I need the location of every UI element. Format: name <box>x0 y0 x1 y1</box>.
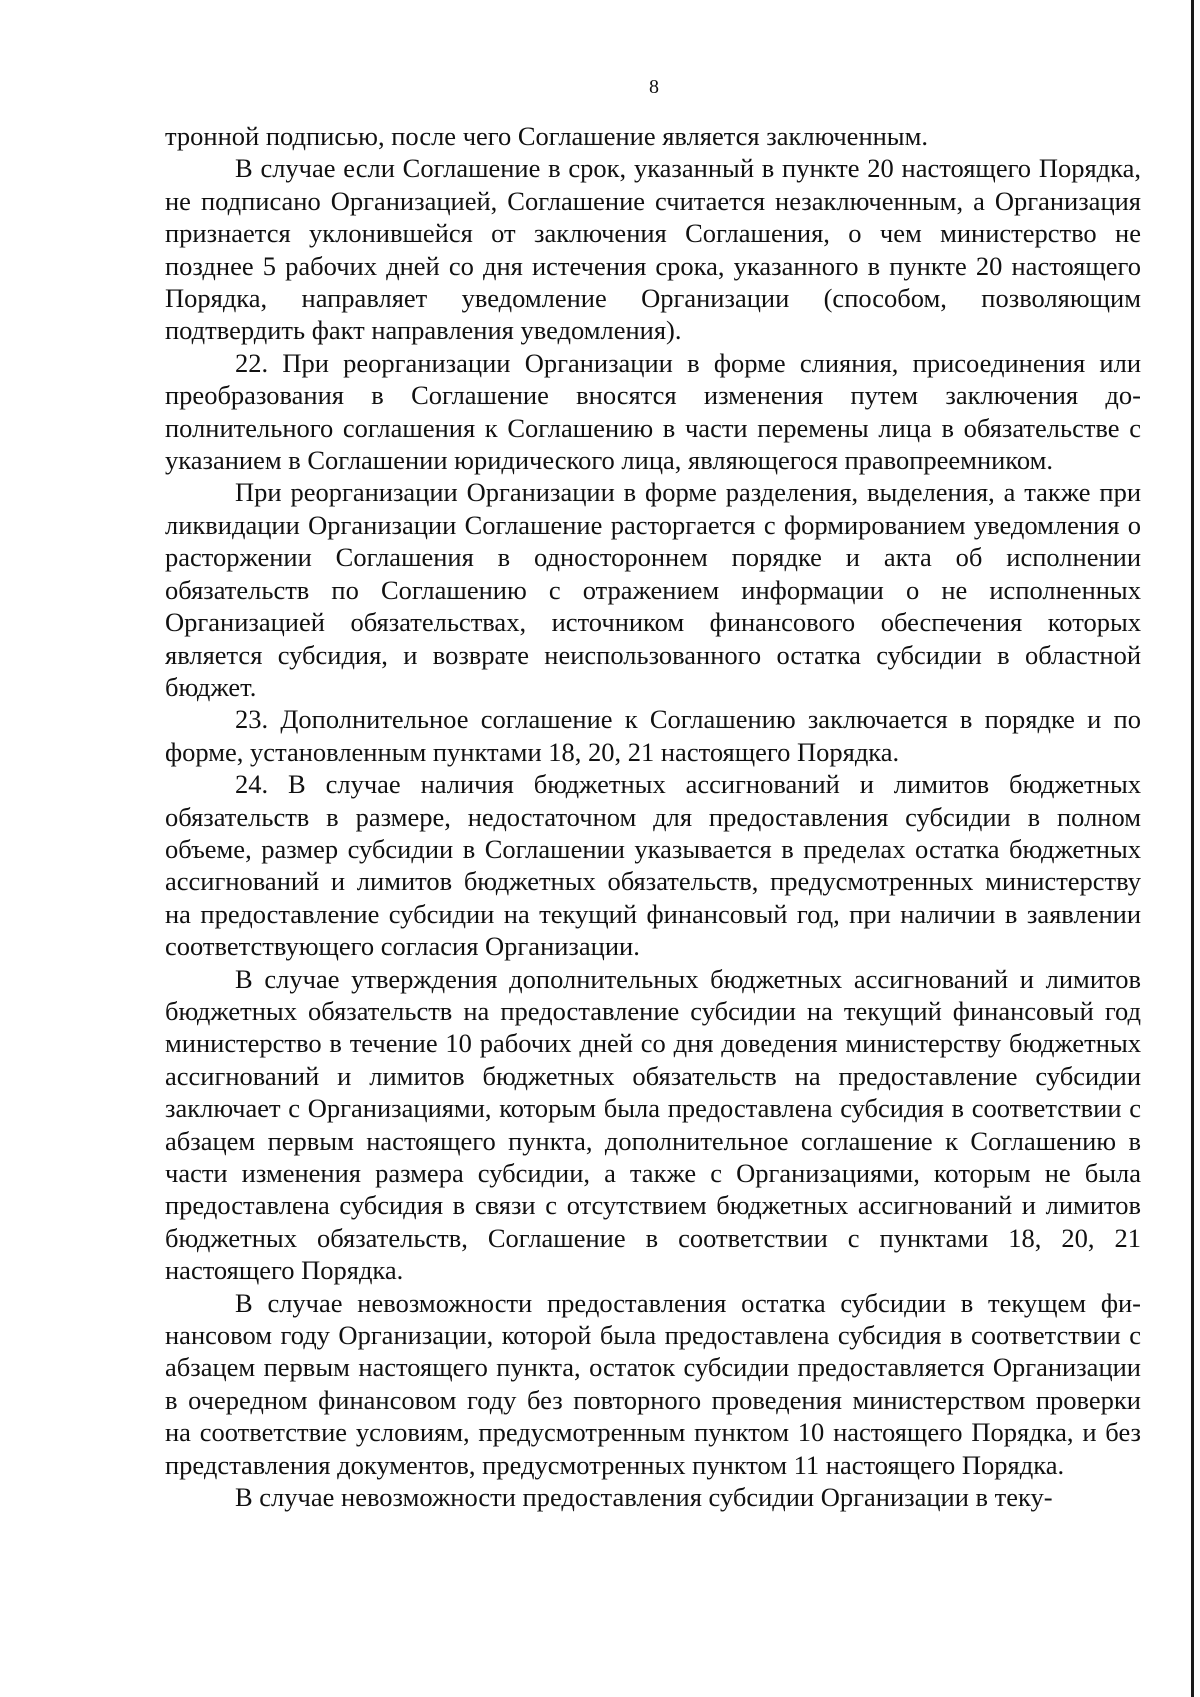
paragraph-clause-23: 23. Дополнительное соглашение к Соглашению заключается в порядке и по форме, установленным пунктами 18, 20, 21 настоящего Порядка. <box>165 704 1141 767</box>
paragraph-remaining-subsidy: В случае невозможности предоставления остатка субсидии в текущем финансовом году Организации, которой была предоставлена субсидия в соответствии с абзацем первым настоящего пункта, остаток субсидии предоставляется Организации в очередном финансовом году без повторного проведения министерством проверки на соответствие условиям, предусмотренным пунктом 10 настоящего Порядка, и без представления документов, предусмотренных пунктом 11 настоящего Порядка. <box>165 1287 1141 1480</box>
paragraph-additional-allocations: В случае утверждения дополнительных бюджетных ассигнований и лимитов бюджетных обязательств на предоставление субсидии на текущий финансовый год министерство в течение 10 рабочих дней со дня доведения министерству бюджетных ассигнований и лимитов бюджетных обязательств на предоставление субсидии заключает с Организациями, которым была предоставлена субсидия в соответствии с абзацем первым настоящего пункта, дополнительное соглашение к Соглашению в части изменения размера субсидии, а также с Организациями, которым не была предоставлена субсидия в связи с отсутствием бюджетных ассигнований и лимитов бюджетных обязательств, Соглашение в соответствии с пунктами 18, 20, 21 настоящего Порядка. <box>165 963 1141 1286</box>
paragraph-unsigned-agreement: В случае если Соглашение в срок, указанный в пункте 20 настоящего Порядка, не подписано Организацией, Соглашение считается незаключенным, а Организация признается уклонившейся от заключения Соглашения, о чем министерство не позднее 5 рабочих дней со дня истечения срока, указанного в пункте 20 настоящего Порядка, направляет уведомление Организации (способом, позволяющим подтвердить факт направления уведомления). <box>165 153 1141 346</box>
page-number: 8 <box>649 76 659 98</box>
paragraph-clause-22: 22. При реорганизации Организации в форме слияния, присоединения или преобразования в Соглашение вносятся изменения путем заключения дополнительного соглашения к Соглашению в части перемены лица в обязательстве с указанием в Соглашении юридического лица, являющегося правопреемником. <box>165 347 1141 476</box>
paragraph-clause-24: 24. В случае наличия бюджетных ассигнований и лимитов бюджетных обязательств в размере, недостаточном для предоставления субсидии в полном объеме, размер субсидии в Соглашении указывается в пределах остатка бюджетных ассигнований и лимитов бюджетных обязательств, предусмотренных министерству на предоставление субсидии на текущий финансовый год, при наличии в заявлении соответствующего согласия Организации. <box>165 769 1141 962</box>
paragraph-continuation: тронной подписью, после чего Соглашение является заключенным. <box>165 121 929 151</box>
paragraph-reorganization-division: При реорганизации Организации в форме разделения, выделения, а также при ликвидации Организации Соглашение расторгается с формированием уведомления о расторжении Соглашения в одностороннем порядке и акта об исполнении обязательств по Соглашению с отражением информации о не исполненных Организацией обязательствах, источником финансового обеспечения которых является субсидия, и возврате неиспользованного остатка субсидии в областной бюджет. <box>165 477 1141 702</box>
document-body <box>165 120 1141 1513</box>
scan-edge-line <box>1191 0 1194 1697</box>
paragraph-impossibility: В случае невозможности предоставления субсидии Организации в теку- <box>235 1482 1053 1513</box>
